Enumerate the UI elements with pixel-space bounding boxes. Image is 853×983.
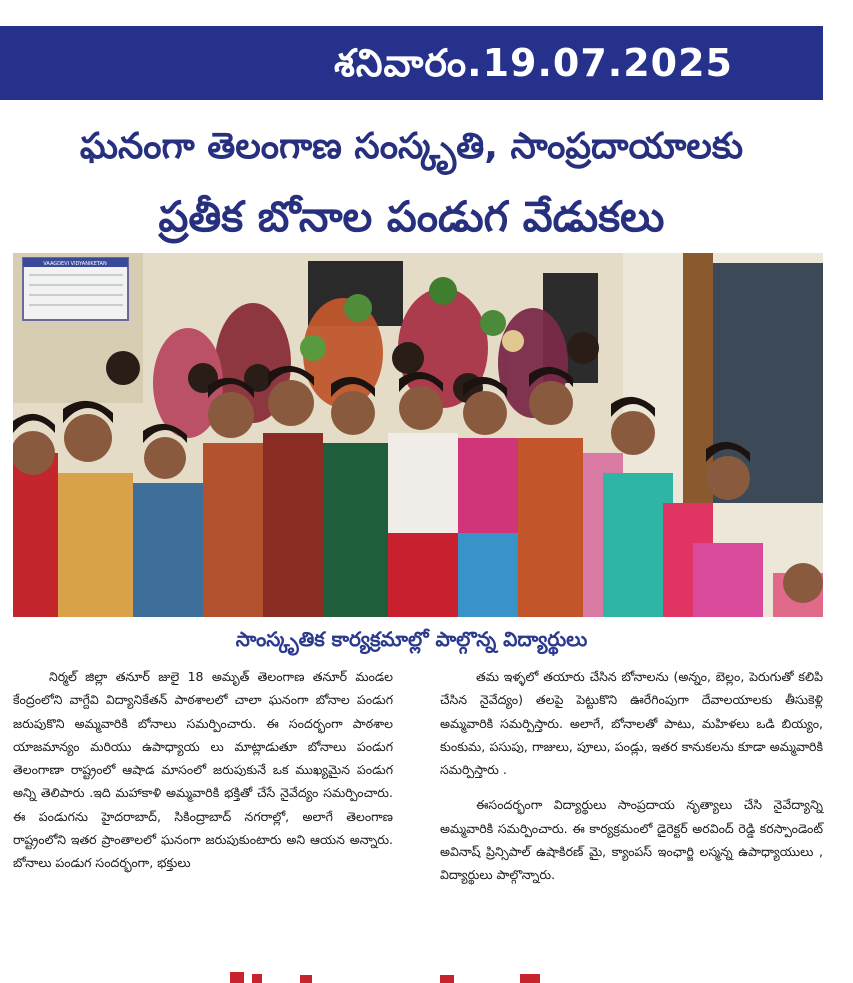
issue-date: శనివారం.19.07.2025 [333,41,733,85]
headline-line-2: ప్రతీక బోనాల పండుగ వేడుకలు [158,192,665,241]
article-paragraph: ఈసందర్భంగా విద్యార్థులు సాంప్రదాయ నృత్యాలు చేసి నైవేద్యాన్ని అమ్మవారికి సమర్పించారు. ఈ కార్యక్రమంలో డైరెక్టర్ అరవింద్ రెడ్డి కరస్పాండెంట్ అవినాష్ ప్రిన్సిపాల్ ఉషాకిరణ్ మై, క్యాంపస్ ఇంఛార్జి లస్మన్న ఉపాధ్యాయులు , విద్యార్థులు పాల్గొన్నారు. [440,797,823,883]
photo-caption: సాంస్కృతిక కార్యక్రమాల్లో పాల్గొన్న విద్యార్థులు [235,627,588,651]
article-paragraph: తమ ఇళ్ళలో తయారు చేసిన బోనాలను (అన్నం, బెల్లం, పెరుగుతో కలిపి చేసిన నైవేద్యం) తలపై పెట్టుకొని ఊరేగింపుగా దేవాలయాలకు తీసుకెళ్లి అమ్మవారికి సమర్పిస్తారు. అలాగే, బోనాలతో పాటు, మహిళలు ఒడి బియ్యం, కుంకుమ, పసుపు, గాజులు, పూలు, పండ్లు, ఇతర కానుకలను కూడా అమ్మవారికి సమర్పిస్తారు . [440,669,823,778]
headline-line-1: ఘనంగా తెలంగాణ సంస్కృతి, సాంప్రదాయాలకు [79,126,744,167]
next-article-fragment [0,968,823,983]
article-column-left [13,665,393,965]
article-paragraph: నిర్మల్ జిల్లా తనూర్ జులై 18 అమృత్ తెలంగాణ తనూర్ మండల కేంద్రంలోని వాగ్దేవి విద్యానికేతన్ పాఠశాలలో చాలా ఘనంగా బోనాల పండుగ జరుపుకొని అమ్మవారికి బోనాలు సమర్పించారు. ఈ సందర్భంగా పాఠశాల యాజమాన్యం మరియు ఉపాధ్యాయ లు మాట్లాడుతూ బోనాలు పండుగ తెలంగాణా రాష్ట్రంలో ఆషాడ మాసంలో జరుపుకునే ఒక ముఖ్యమైన పండుగ అన్ని తెలిపారు .ఇది మహాకాళి అమ్మవారికి భక్తితో చేసే నైవేద్యం సమర్పించారు. ఈ పండుగను హైదరాబాద్, సికింద్రాబాద్ నగరాల్లో, అలాగే తెలంగాణ రాష్ట్రంలోని ఇతర ప్రాంతాలలో ఘనంగా జరుపుకుంటారు అని ఆయన అన్నారు. బోనాలు పండుగ సందర్భంగా, భక్తులు [13,669,393,871]
news-photo [13,253,823,617]
signboard-text: VAAGDEVI VIDYANIKETAN [43,261,107,267]
article-column-right [440,665,823,887]
date-banner [0,26,823,100]
school-signboard [23,258,128,320]
